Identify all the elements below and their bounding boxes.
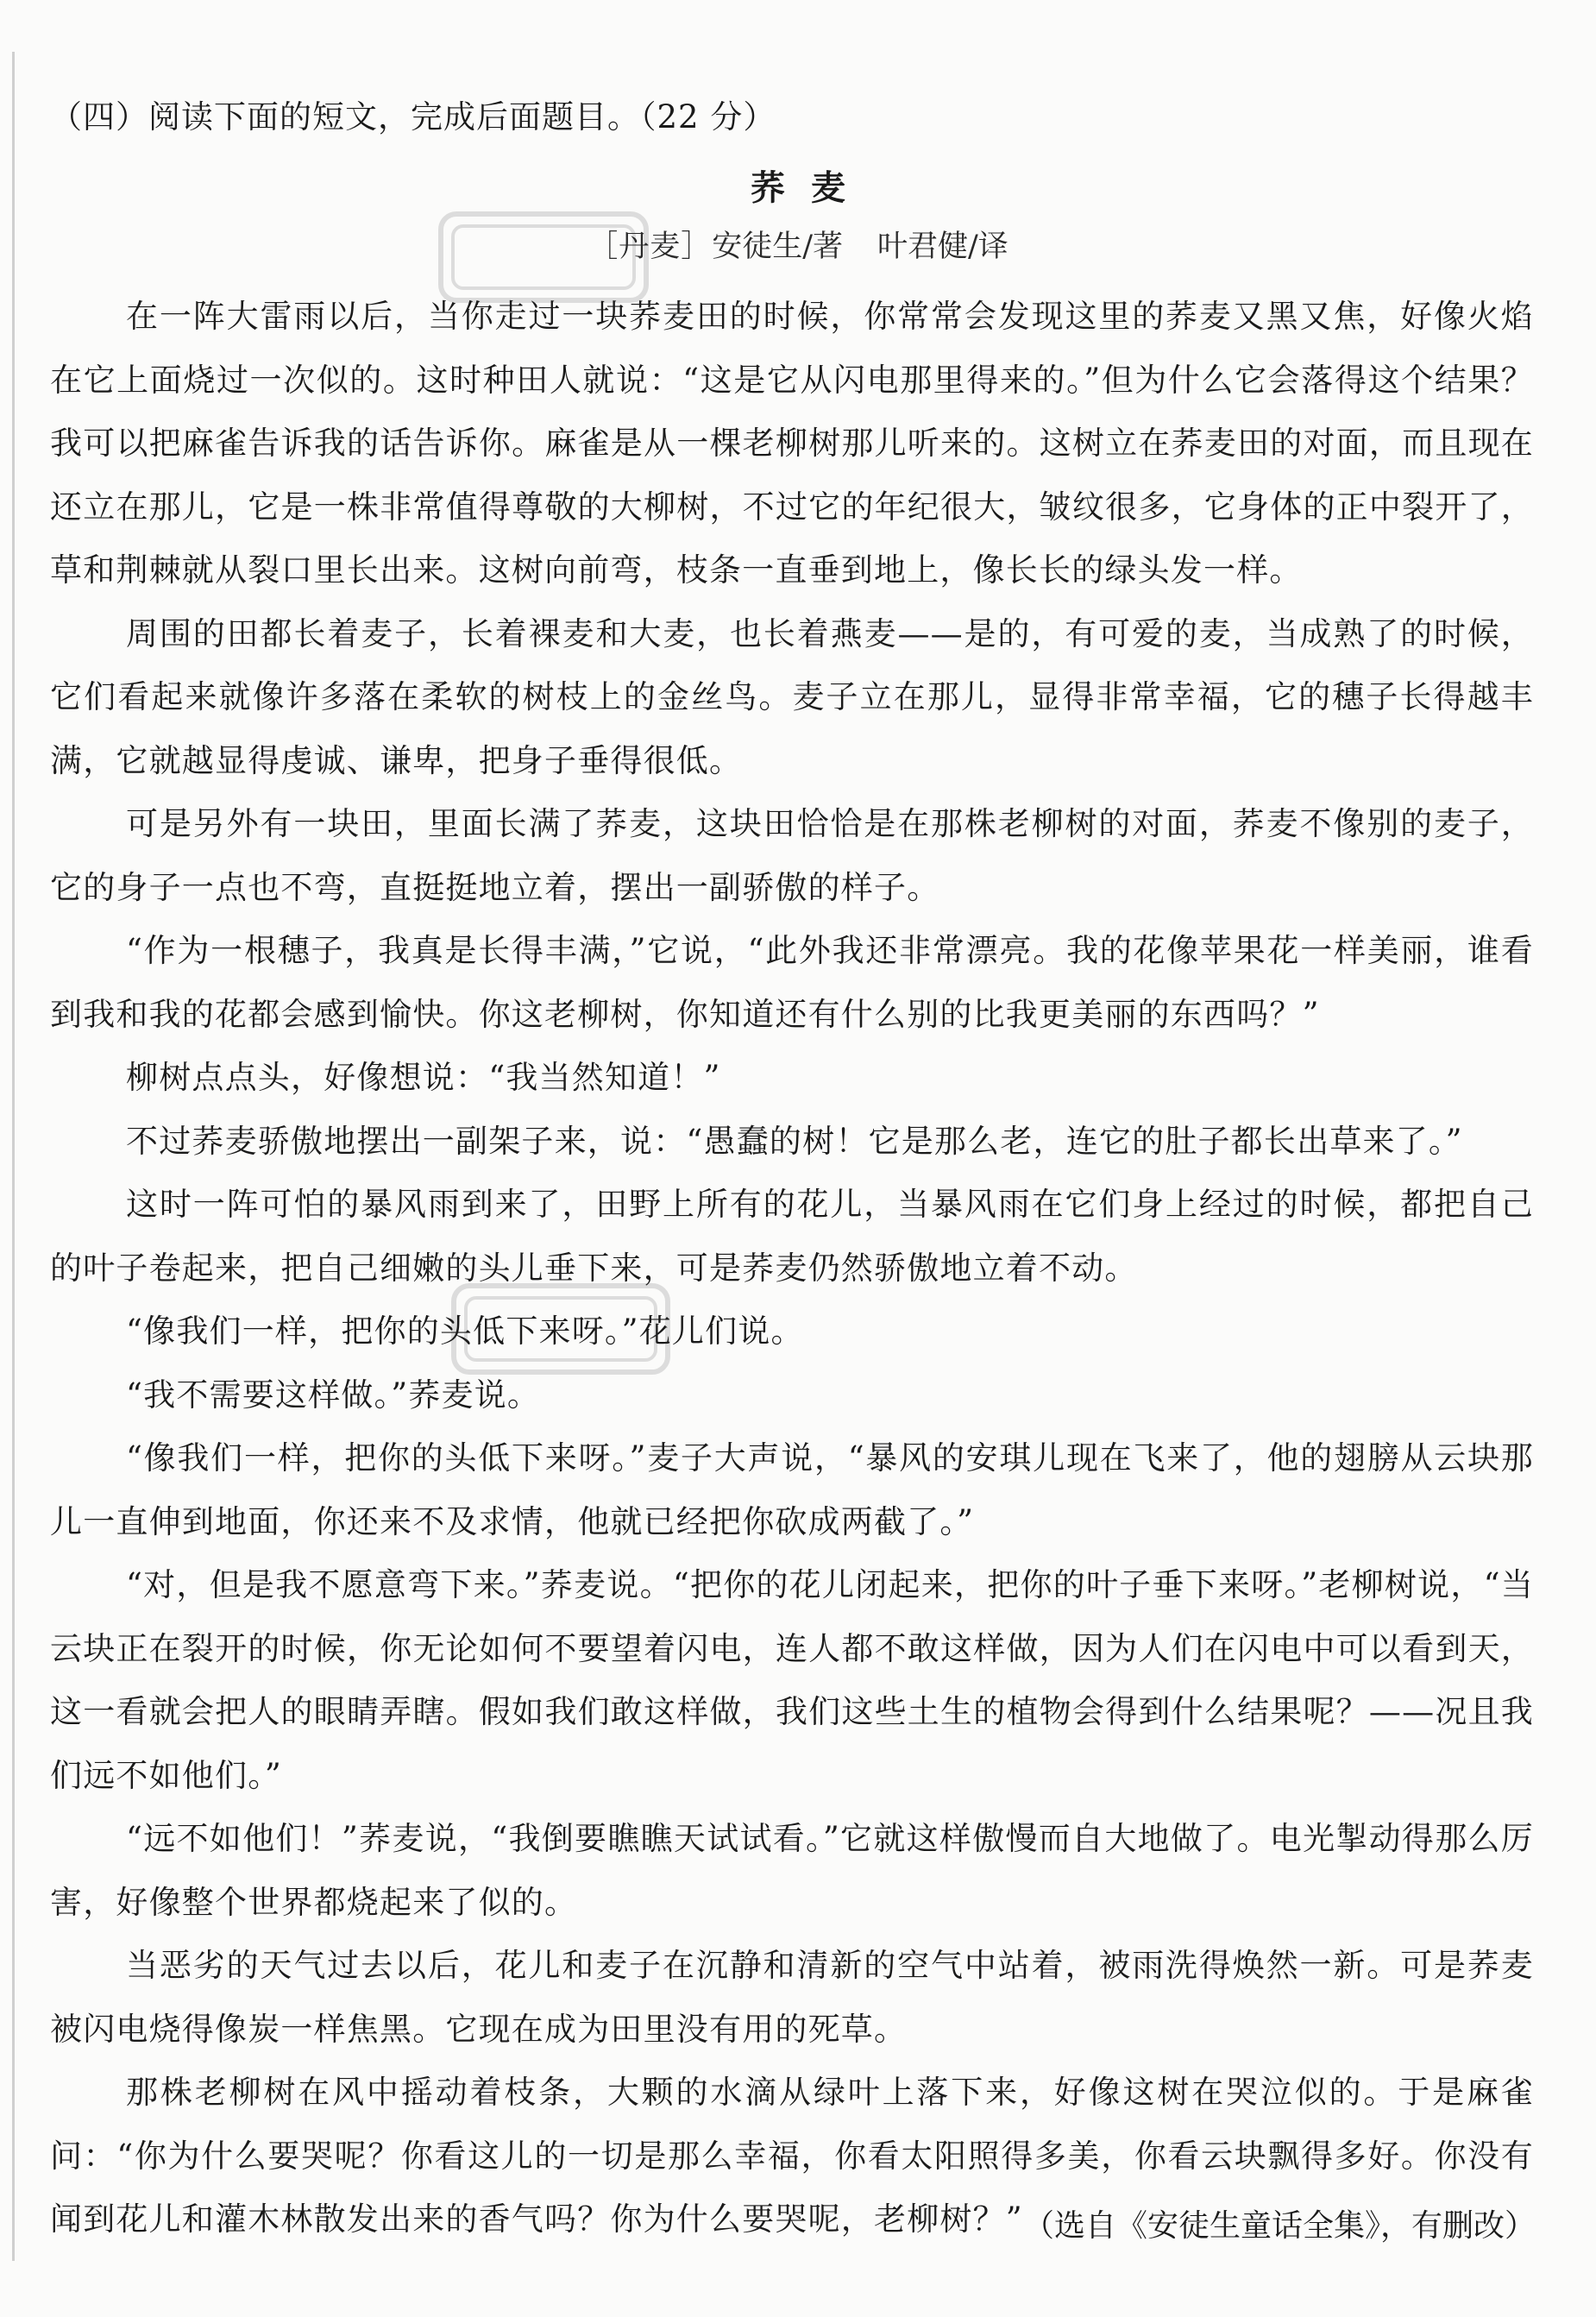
paragraph: “作为一根穗子，我真是长得丰满，”它说，“此外我还非常漂亮。我的花像苹果花一样美丽，谁看到我和我的花都会感到愉快。你这老柳树，你知道还有什么别的比我更美丽的东西吗？” — [50, 932, 1534, 1033]
paragraph: “对，但是我不愿意弯下来。”荞麦说。“把你的花儿闭起来，把你的叶子垂下来呀。”老柳树说，“当云块正在裂开的时候，你无论如何不要望着闪电，连人都不敢这样做，因为人们在闪电中可以看到天，这一看就会把人的眼睛弄瞎。假如我们敢这样做，我们这些土生的植物会得到什么结果呢？——况且我们远不如他们。” — [50, 1566, 1534, 1794]
byline — [0, 223, 1596, 271]
byline-country: ［丹麦］ — [588, 230, 713, 264]
article-title: 荞麦 — [751, 168, 871, 208]
margin-divider — [12, 52, 15, 2261]
paragraph: “像我们一样，把你的头低下来呀。”花儿们说。 — [126, 1313, 804, 1350]
paragraph: 周围的田都长着麦子，长着裸麦和大麦，也长着燕麦——是的，有可爱的麦，当成熟了的时候，它们看起来就像许多落在柔软的树枝上的金丝鸟。麦子立在那儿，显得非常幸福，它的穗子长得越丰满，它就越显得虔诚、谦卑，把身子垂得很低。 — [50, 614, 1534, 779]
paragraph: 当恶劣的天气过去以后，花儿和麦子在沉静和清新的空气中站着，被雨洗得焕然一新。可是荞麦被闪电烧得像炭一样焦黑。它现在成为田里没有用的死草。 — [50, 1947, 1534, 2048]
byline-translator: 叶君健/译 — [877, 230, 1008, 264]
paragraph: 在一阵大雷雨以后，当你走过一块荞麦田的时候，你常常会发现这里的荞麦又黑又焦，好像火焰在它上面烧过一次似的。这时种田人就说：“这是它从闪电那里得来的。”但为什么它会落得这个结果？我可以把麻雀告诉我的话告诉你。麻雀是从一棵老柳树那儿听来的。这树立在荞麦田的对面，而且现在还立在那儿，它是一株非常值得尊敬的大柳树，不过它的年纪很大，皱纹很多，它身体的正中裂开了，草和荆棘就从裂口里长出来。这树向前弯，枝条一直垂到地上，像长长的绿头发一样。 — [50, 298, 1534, 589]
paragraph: 那株老柳树在风中摇动着枝条，大颗的水滴从绿叶上落下来，好像这树在哭泣似的。于是麻雀问：“你为什么要哭呢？你看这儿的一切是那么幸福，你看太阳照得多美，你看云块飘得多好。你没有闻到花儿和灌木林散发出来的香气吗？你为什么要哭呢，老柳树？” — [50, 2074, 1534, 2238]
paragraph: 可是另外有一块田，里面长满了荞麦，这块田恰恰是在那株老柳树的对面，荞麦不像别的麦子，它的身子一点也不弯，直挺挺地立着，摆出一副骄傲的样子。 — [50, 805, 1534, 906]
paragraph: “远不如他们！”荞麦说，“我倒要瞧瞧天试试看。”它就这样傲慢而自大地做了。电光掣动得那么厉害，好像整个世界都烧起来了似的。 — [50, 1820, 1534, 1921]
article-body — [50, 285, 1534, 2251]
byline-author: 安徒生/著 — [712, 230, 843, 264]
paragraph: “我不需要这样做。”荞麦说。 — [126, 1376, 541, 1413]
section-header: （四）阅读下面的短文，完成后面题目。（22 分） — [50, 98, 776, 135]
paragraph: 这时一阵可怕的暴风雨到来了，田野上所有的花儿，当暴风雨在它们身上经过的时候，都把自己的叶子卷起来，把自己细嫩的头儿垂下来，可是荞麦仍然骄傲地立着不动。 — [50, 1186, 1534, 1287]
watermark-logo — [449, 1277, 673, 1381]
source-citation: （选自《安徒生童话全集》，有删改） — [1022, 2208, 1536, 2244]
paragraph: 不过荞麦骄傲地摆出一副架子来，说：“愚蠢的树！它是那么老，连它的肚子都长出草来了。” — [126, 1122, 1463, 1160]
paragraph: 柳树点点头，好像想说：“我当然知道！” — [126, 1059, 721, 1096]
paragraph: “像我们一样，把你的头低下来呀。”麦子大声说，“暴风的安琪儿现在飞来了，他的翅膀从云块那儿一直伸到地面，你还来不及求情，他就已经把你砍成两截了。” — [50, 1439, 1534, 1540]
